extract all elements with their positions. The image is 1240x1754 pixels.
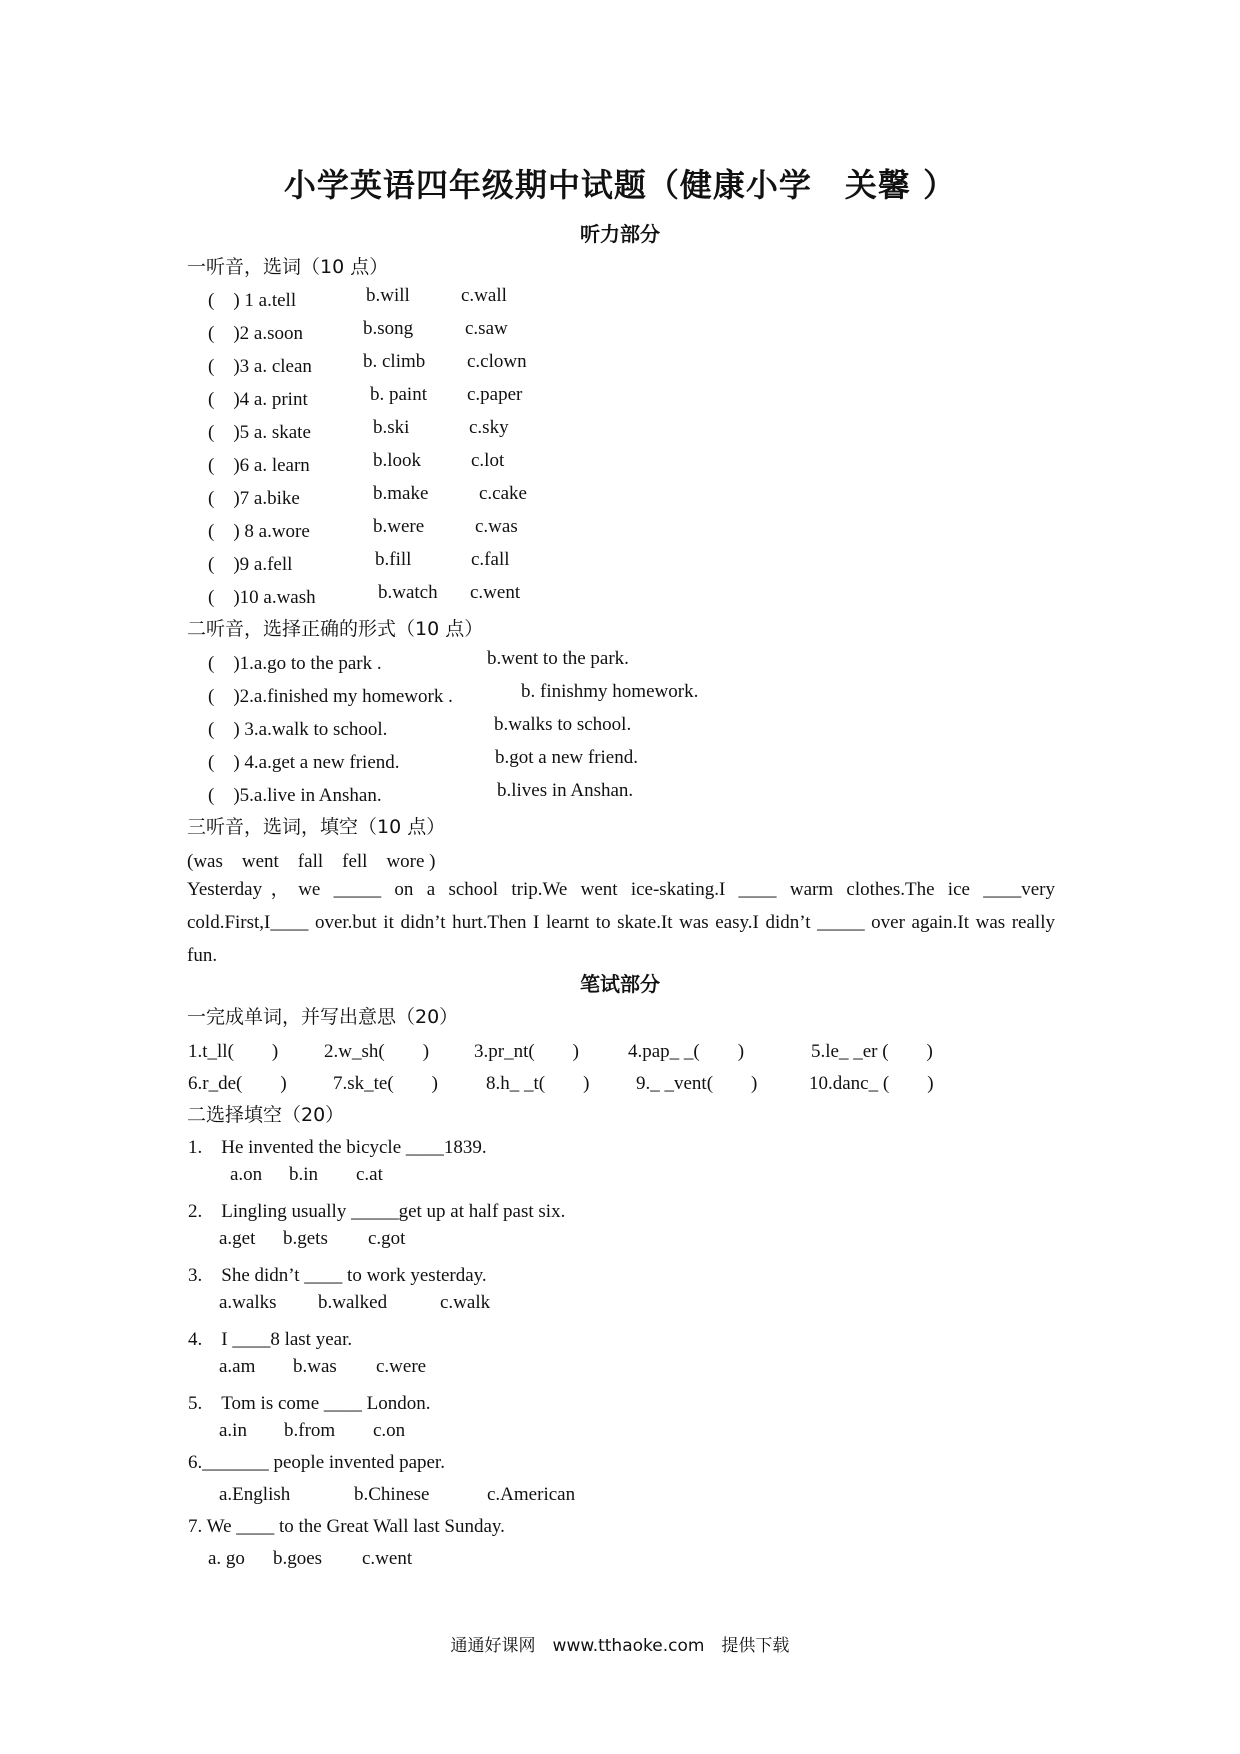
listening-section-title: 听力部分 xyxy=(580,222,660,246)
question-text: 6._______ people invented paper. xyxy=(188,1452,445,1473)
part1-item-a: ( )7 a.bike xyxy=(208,488,300,509)
question-text: 4. I ____8 last year. xyxy=(188,1329,353,1350)
part2-item-b: b.walks to school. xyxy=(494,714,632,735)
part2-item-a: ( )1.a.go to the park . xyxy=(208,653,382,674)
part1-item-b: b.look xyxy=(373,450,422,471)
option-c: c.on xyxy=(373,1420,406,1441)
part1-item-c: c.was xyxy=(475,516,518,537)
part1-item-b: b.will xyxy=(366,285,410,306)
part1-item-b: b.were xyxy=(373,516,425,537)
option-c: c.at xyxy=(356,1164,383,1185)
question-text: 2. Lingling usually _____get up at half past six. xyxy=(188,1201,566,1222)
part1-item-b: b.ski xyxy=(373,417,410,438)
option-a: a.English xyxy=(219,1484,291,1505)
option-a: a.get xyxy=(219,1228,256,1249)
option-b: b.in xyxy=(289,1164,319,1185)
part1-item-c: c.paper xyxy=(467,384,523,405)
part1-item-a: ( )4 a. print xyxy=(208,389,308,410)
option-a: a. go xyxy=(208,1548,245,1569)
part1-item-b: b.song xyxy=(363,318,414,339)
part1-item-b: b.fill xyxy=(375,549,412,570)
option-b: b.goes xyxy=(273,1548,323,1569)
part1-item-c: c.saw xyxy=(465,318,508,339)
option-c: c.were xyxy=(376,1356,427,1377)
part2-item-a: ( )5.a.live in Anshan. xyxy=(208,785,382,806)
part1-item-c: c.cake xyxy=(479,483,527,504)
option-c: c.went xyxy=(362,1548,413,1569)
word-item: 2.w_sh( ) xyxy=(324,1041,430,1062)
part2-item-b: b. finishmy homework. xyxy=(521,681,699,702)
part1-item-c: c.went xyxy=(470,582,521,603)
word-item: 9._ _vent( ) xyxy=(636,1073,758,1094)
part1-item-c: c.fall xyxy=(471,549,510,570)
option-c: c.walk xyxy=(440,1292,491,1313)
word-bank: (was went fall fell wore ) xyxy=(187,851,436,872)
written-section-title: 笔试部分 xyxy=(580,972,660,996)
option-a: a.in xyxy=(219,1420,247,1441)
part1-item-a: ( )6 a. learn xyxy=(208,455,310,476)
option-b: b.gets xyxy=(283,1228,328,1249)
option-b: b.was xyxy=(293,1356,337,1377)
question-text: 5. Tom is come ____ London. xyxy=(188,1393,431,1414)
part1-item-b: b. paint xyxy=(370,384,427,405)
part1-item-a: ( )2 a.soon xyxy=(208,323,303,344)
question-text: 3. She didn’t ____ to work yesterday. xyxy=(188,1265,487,1286)
question-text: 7. We ____ to the Great Wall last Sunday. xyxy=(188,1516,505,1537)
part1-item-c: c.wall xyxy=(461,285,507,306)
part1-item-a: ( )10 a.wash xyxy=(208,587,316,608)
word-item: 5.le_ _er ( ) xyxy=(811,1041,933,1062)
part1-item-a: ( )9 a.fell xyxy=(208,554,293,575)
option-a: a.am xyxy=(219,1356,256,1377)
part1-item-c: c.clown xyxy=(467,351,527,372)
page-title: 小学英语四年级期中试题（健康小学 关馨 ） xyxy=(283,166,957,204)
page-footer: 通通好课网 www.tthaoke.com 提供下载 xyxy=(450,1636,790,1656)
option-a: a.on xyxy=(230,1164,263,1185)
word-item: 3.pr_nt( ) xyxy=(474,1041,580,1062)
option-b: b.from xyxy=(284,1420,336,1441)
part1-item-a: ( ) 8 a.wore xyxy=(208,521,310,542)
option-a: a.walks xyxy=(219,1292,277,1313)
written2-heading: 二选择填空（20） xyxy=(187,1104,345,1126)
part1-item-c: c.lot xyxy=(471,450,505,471)
part1-item-c: c.sky xyxy=(469,417,509,438)
option-b: b.walked xyxy=(318,1292,388,1313)
word-item: 8.h_ _t( ) xyxy=(486,1073,590,1094)
part1-item-a: ( )3 a. clean xyxy=(208,356,312,377)
part3-heading: 三听音，选词，填空（10 点） xyxy=(187,816,446,838)
part2-item-b: b.went to the park. xyxy=(487,648,629,669)
option-c: c.American xyxy=(487,1484,576,1505)
word-item: 10.danc_ ( ) xyxy=(809,1073,934,1094)
option-b: b.Chinese xyxy=(354,1484,430,1505)
question-text: 1. He invented the bicycle ____1839. xyxy=(188,1137,487,1158)
part1-heading: 一听音，选词（10 点） xyxy=(187,256,389,278)
part1-item-a: ( ) 1 a.tell xyxy=(208,290,297,311)
part1-item-a: ( )5 a. skate xyxy=(208,422,311,443)
option-c: c.got xyxy=(368,1228,406,1249)
part2-item-a: ( )2.a.finished my homework . xyxy=(208,686,453,707)
word-item: 6.r_de( ) xyxy=(188,1073,287,1094)
part1-item-b: b.watch xyxy=(378,582,438,603)
word-item: 4.pap_ _( ) xyxy=(628,1041,745,1062)
fill-in-passage: Yesterday，we _____ on a school trip.We went ice-skating.I ____ warm clothes.The ice ____very cold.First,I____ over.but it didn’t hurt.Then I learnt to skate.It was easy.I didn’t _____ over again.It was really fun. xyxy=(187,879,1055,966)
part2-heading: 二听音，选择正确的形式（10 点） xyxy=(187,618,484,640)
word-item: 7.sk_te( ) xyxy=(333,1073,439,1094)
part2-item-a: ( ) 4.a.get a new friend. xyxy=(208,752,400,773)
part2-item-b: b.got a new friend. xyxy=(495,747,638,768)
part1-item-b: b. climb xyxy=(363,351,426,372)
part2-item-a: ( ) 3.a.walk to school. xyxy=(208,719,388,740)
written1-heading: 一完成单词，并写出意思（20） xyxy=(187,1006,459,1028)
part1-item-b: b.make xyxy=(373,483,429,504)
part2-item-b: b.lives in Anshan. xyxy=(497,780,634,801)
word-item: 1.t_ll( ) xyxy=(188,1041,279,1062)
